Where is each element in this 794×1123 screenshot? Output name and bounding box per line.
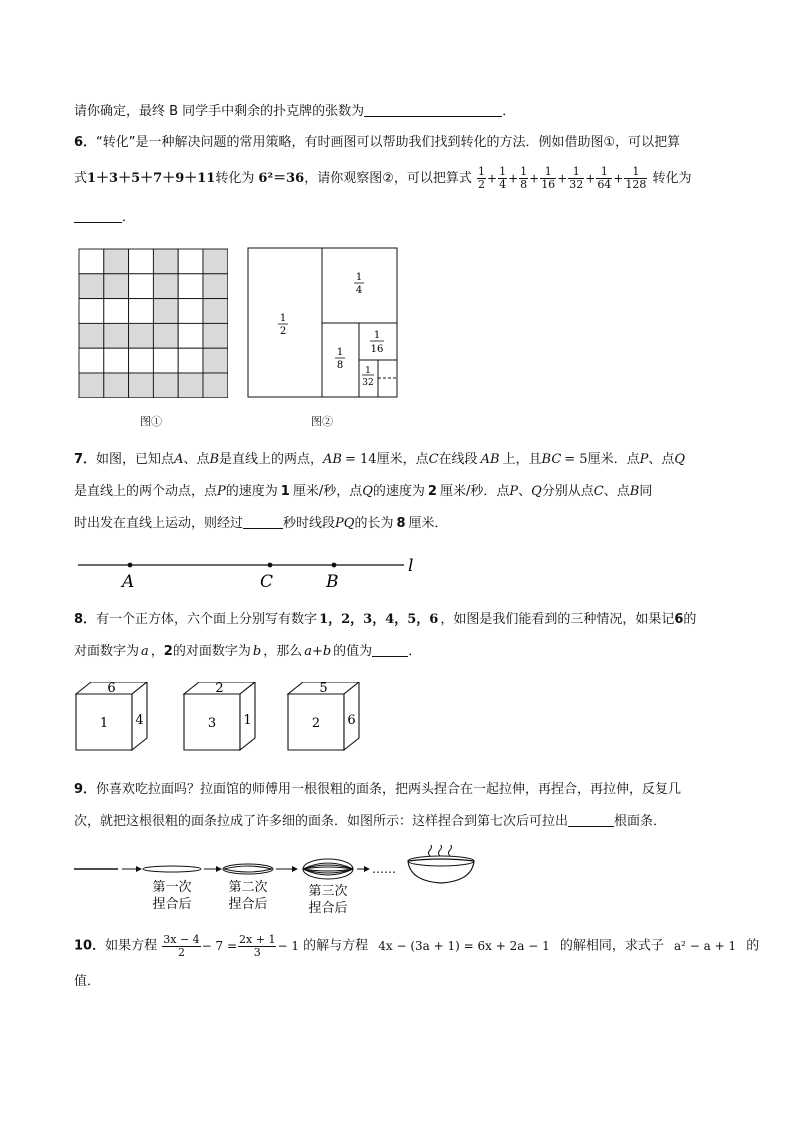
svg-text:A: A <box>122 572 135 592</box>
grid-cell <box>104 348 129 373</box>
cube-front-face-number: 2 <box>311 716 321 731</box>
noodle-stage-1 <box>143 866 201 872</box>
q9-line2: 次，就把这根很粗的面条拉成了许多细的面条．如图所示：这样捏合到第七次后可拉出 根面条． <box>74 814 667 829</box>
cube-side-face-number: 1 <box>243 713 252 728</box>
svg-text:捏合后: 捏合后 <box>308 901 348 916</box>
plus-sign: + <box>487 171 498 186</box>
cube-side-face-number: 4 <box>135 713 144 728</box>
plus-sign: + <box>529 171 540 186</box>
figure-1-caption: 图① <box>140 415 162 428</box>
grid-cell <box>203 299 228 324</box>
svg-text:B: B <box>326 572 339 592</box>
svg-text:l: l <box>408 556 414 576</box>
svg-text:1: 1 <box>365 366 371 376</box>
q6-line3: ． <box>74 208 135 228</box>
cube-1 <box>76 682 147 750</box>
numerator: 1 <box>596 166 612 179</box>
numerator: 1 <box>568 166 584 179</box>
plus-sign: + <box>585 171 596 186</box>
grid-cell <box>104 299 129 324</box>
svg-text:1: 1 <box>373 330 381 341</box>
numerator: 1 <box>624 166 647 179</box>
grid-cell <box>104 373 129 398</box>
grid-cell <box>178 299 203 324</box>
cube-front-face-number: 1 <box>99 716 109 731</box>
grid-cell <box>129 348 154 373</box>
q7-answer-blank[interactable] <box>243 514 283 529</box>
grid-cell <box>104 274 129 299</box>
grid-cell <box>79 373 104 398</box>
fraction-term <box>498 166 507 191</box>
noodle-figure <box>74 845 484 917</box>
grid-cell <box>203 249 228 274</box>
q6-fraction-series <box>476 165 648 191</box>
q10-line1: 10．如果方程 $\frac{3x - 4}{2}$ − 7 = $\frac{2x + 1}{3}$ − 1 的解与方程 4x − (3a + 1) = 6x + 2a − 1 的解相同，求式子 a² − a + 1 的 <box>74 932 760 959</box>
fraction-term <box>568 166 584 191</box>
q6-line1: 6．“转化”是一种解决问题的常用策略，有时画图可以帮助我们找到转化的方法．例如借助图①，可以把算 <box>74 135 681 150</box>
svg-text:1: 1 <box>279 313 287 324</box>
grid-cell <box>178 348 203 373</box>
grid-cell <box>79 249 104 274</box>
equation-2: 4x − (3a + 1) = 6x + 2a − 1 <box>378 939 550 953</box>
grid-cell <box>153 373 178 398</box>
cube-top-face-number: 6 <box>107 682 116 696</box>
grid-cell <box>153 299 178 324</box>
cube-3 <box>288 682 359 750</box>
fraction-term <box>477 166 486 191</box>
grid-cell <box>104 249 129 274</box>
grid-cell <box>104 323 129 348</box>
svg-text:捏合后: 捏合后 <box>228 897 268 912</box>
fraction-term <box>624 166 647 191</box>
grid-cell <box>129 373 154 398</box>
point-c <box>268 563 273 568</box>
fraction-term <box>519 166 528 191</box>
noodle-stage-2 <box>223 864 273 874</box>
label-sixteenth <box>370 330 384 355</box>
svg-text:2: 2 <box>279 326 287 337</box>
grid-cell <box>178 274 203 299</box>
noodle-stage-3 <box>303 859 353 879</box>
numerator: 1 <box>499 165 507 178</box>
q8-line2: 对面数字为 a ，2的对面数字为 b ，那么 a+b 的值为 ． <box>74 644 422 659</box>
grid-cell <box>129 299 154 324</box>
grid-cell <box>153 274 178 299</box>
grid-cell <box>178 323 203 348</box>
cube-front-face-number: 3 <box>207 716 217 731</box>
cube-side-face-number: 6 <box>347 713 356 728</box>
svg-text:32: 32 <box>362 378 374 388</box>
svg-text:8: 8 <box>336 360 344 371</box>
q7-line2: 是直线上的两个动点，点P的速度为 1 厘米/秒，点Q的速度为 2 厘米/秒．点P、Q分别从点C、点B同 <box>74 484 653 499</box>
denominator: 8 <box>520 178 528 191</box>
svg-text:4: 4 <box>355 285 363 296</box>
q6-line2: 式1＋3＋5＋7＋9＋11转化为 6²＝36，请你观察图②，可以把算式 $\frac{1}{2}$ + $\frac{1}{4}$ + $\frac{1}{8}$ + $\frac{1}{16}$ + $\frac{1}{32}$ + $\frac{1}{64}$ + $\frac{1}{128}$ 转化为 <box>74 165 692 191</box>
grid-cell <box>79 348 104 373</box>
point-b <box>332 563 337 568</box>
denominator: 2 <box>478 178 485 191</box>
grid-cell <box>79 299 104 324</box>
denominator: 64 <box>597 178 612 191</box>
plus-sign: + <box>508 171 519 186</box>
grid-cells <box>79 249 228 398</box>
q7-line3: 时出发在直线上运动，则经过 秒时线段PQ的长为 8 厘米． <box>74 516 448 531</box>
grid-cell <box>129 274 154 299</box>
grid-cell <box>129 249 154 274</box>
grid-cell <box>79 274 104 299</box>
numerator: 1 <box>478 165 485 178</box>
fraction-term <box>540 166 556 191</box>
fraction-term <box>596 166 612 191</box>
label-half <box>278 313 288 337</box>
svg-text:C: C <box>260 572 274 592</box>
q9-answer-blank[interactable] <box>568 812 614 827</box>
arrow-icon <box>216 866 222 872</box>
svg-text:1: 1 <box>355 272 363 283</box>
cube-top-face-number: 5 <box>319 682 328 696</box>
noodle-captions <box>152 879 347 916</box>
point-a <box>128 563 133 568</box>
grid-cell <box>203 274 228 299</box>
eq1-fraction-1: $\frac{3x - 4}{2}$ <box>163 932 200 959</box>
grid-cell <box>153 348 178 373</box>
q5-answer-blank[interactable] <box>364 102 502 117</box>
plus-sign: + <box>557 171 568 186</box>
grid-cell <box>203 323 228 348</box>
grid-cell <box>203 348 228 373</box>
arrow-icon <box>136 866 142 872</box>
svg-text:捏合后: 捏合后 <box>152 897 192 912</box>
plus-sign: + <box>613 171 624 186</box>
cubes <box>76 682 359 750</box>
figure-2-caption: 图② <box>311 415 333 428</box>
denominator: 4 <box>499 178 507 191</box>
ellipsis: …… <box>372 862 396 876</box>
eq1-fraction-2: $\frac{2x + 1}{3}$ <box>239 932 276 959</box>
svg-text:第一次: 第一次 <box>152 880 192 895</box>
numerator: 1 <box>520 165 528 178</box>
noodle-bowl-icon <box>408 845 474 883</box>
grid-cell <box>129 323 154 348</box>
cube-figures <box>74 682 374 762</box>
denominator: 16 <box>541 178 556 191</box>
grid-cell <box>178 373 203 398</box>
cube-top-face-number: 2 <box>215 682 224 696</box>
q5-line: 请你确定，最终 B 同学手中剩余的扑克牌的张数为 ． <box>74 104 516 119</box>
denominator: 128 <box>625 178 647 191</box>
q8-answer-blank[interactable] <box>372 642 408 657</box>
arrow-icon <box>364 866 370 872</box>
denominator: 32 <box>569 178 584 191</box>
q9-line1: 9．你喜欢吃拉面吗？拉面馆的师傅用一根很粗的面条，把两头捏合在一起拉伸，再捏合，再拉伸，反复几 <box>74 782 682 797</box>
grid-cell <box>153 323 178 348</box>
grid-cell <box>203 373 228 398</box>
cube-2 <box>184 682 255 750</box>
q7-line1: 7．如图，已知点A、点B是直线上的两点，AB = 14厘米，点C在线段 AB 上，且BC = 5厘米．点P、点Q <box>74 452 686 467</box>
grid-cell <box>79 323 104 348</box>
figure-2-halving-square <box>247 247 399 399</box>
arrow-icon <box>292 866 298 872</box>
q8-line1: 8．有一个正方体，六个面上分别写有数字 1，2，3，4，5，6 ，如图是我们能看到的三种情况，如果记6的 <box>74 612 697 627</box>
label-eighth <box>335 347 345 371</box>
svg-text:第三次: 第三次 <box>308 884 348 899</box>
grid-cell <box>178 249 203 274</box>
q6-answer-blank[interactable] <box>74 208 122 223</box>
q7-number-line <box>74 552 424 592</box>
grid-cell <box>153 249 178 274</box>
numerator: 1 <box>540 166 556 179</box>
label-thirtysecond <box>362 366 374 388</box>
figure-1-grid <box>78 248 228 398</box>
expression: a² − a + 1 <box>674 939 737 953</box>
q10-line2: 值． <box>74 974 101 989</box>
svg-text:第二次: 第二次 <box>228 880 268 895</box>
svg-text:16: 16 <box>370 344 384 355</box>
svg-text:1: 1 <box>336 347 344 358</box>
label-quarter <box>354 272 364 296</box>
